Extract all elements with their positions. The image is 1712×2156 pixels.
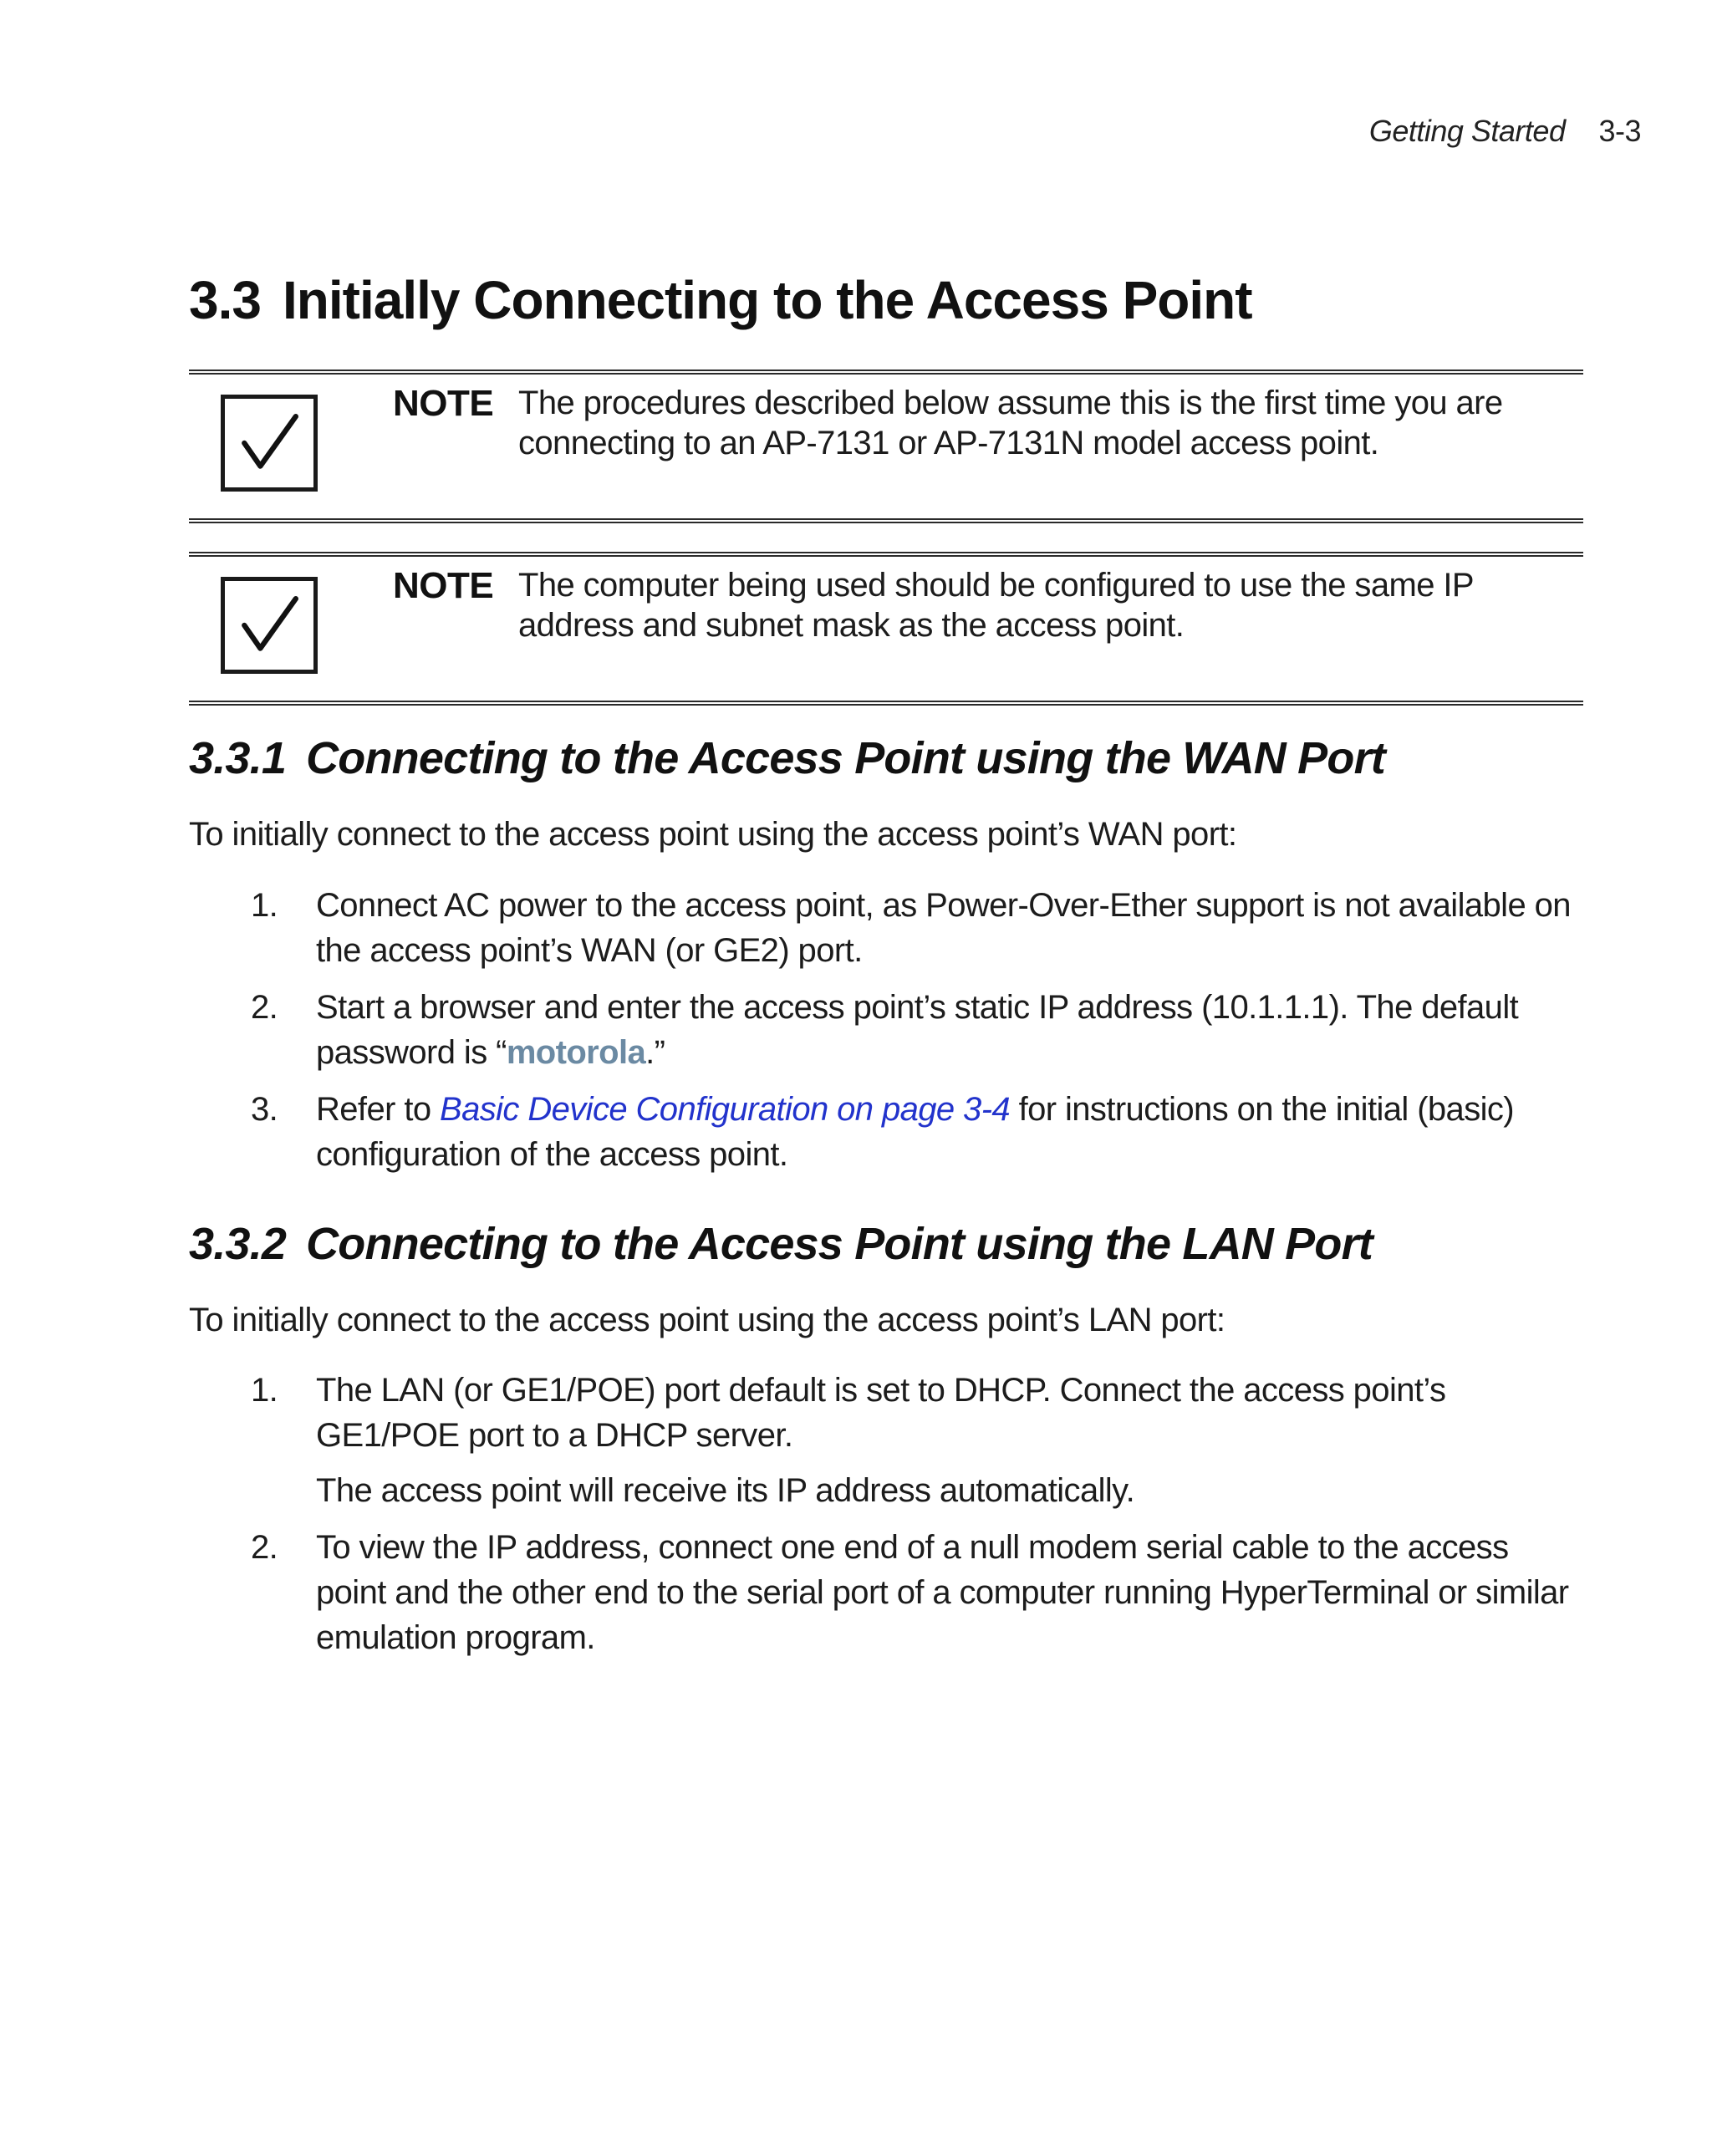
subsection-title: Connecting to the Access Point using the LAN Port: [306, 1219, 1373, 1269]
section-heading: [189, 269, 1252, 331]
list-marker: 1.: [251, 887, 278, 924]
list-marker: 3.: [251, 1091, 278, 1128]
step-subparagraph: The access point will receive its IP address automatically.: [316, 1472, 1135, 1509]
list-item: [189, 1368, 1583, 1513]
steps-list-lan: [189, 1368, 1583, 1672]
list-item: [189, 1087, 1583, 1177]
default-password: motorola: [506, 1034, 646, 1071]
intro-paragraph-wan: To initially connect to the access point using the access point’s WAN port:: [189, 816, 1237, 853]
list-marker: 2.: [251, 1529, 278, 1566]
section-title: Initially Connecting to the Access Point: [282, 270, 1252, 330]
header-page-number: 3-3: [1598, 114, 1641, 148]
step-text: Refer to: [316, 1091, 440, 1128]
note-label: NOTE: [393, 565, 494, 606]
note-label: NOTE: [393, 383, 494, 424]
list-item: [189, 883, 1583, 973]
note-box-2: [189, 552, 1583, 706]
list-item: [189, 985, 1583, 1075]
checkmark-box-icon: [221, 395, 318, 492]
note-text: The procedures described below assume this is the first time you are connecting to an AP-7131 or AP-7131N model access point.: [518, 385, 1503, 461]
list-marker: 1.: [251, 1372, 278, 1409]
running-header: [1369, 114, 1641, 149]
subsection-heading-lan: [189, 1218, 1373, 1270]
intro-paragraph-lan: To initially connect to the access point using the access point’s LAN port:: [189, 1302, 1225, 1338]
checkmark-box-icon: [221, 577, 318, 674]
subsection-title: Connecting to the Access Point using the WAN Port: [306, 733, 1385, 783]
subsection-heading-wan: [189, 732, 1385, 784]
section-number: 3.3: [189, 270, 261, 330]
step-text: The LAN (or GE1/POE) port default is set to DHCP. Connect the access point’s GE1/POE port to a DHCP server.: [316, 1372, 1446, 1454]
cross-reference-link[interactable]: Basic Device Configuration on page 3-4: [440, 1091, 1011, 1128]
step-text: Connect AC power to the access point, as Power-Over-Ether support is not available on the access point’s WAN (or GE2) port.: [316, 887, 1571, 969]
steps-list-wan: [189, 883, 1583, 1189]
step-text: To view the IP address, connect one end of a null modem serial cable to the access point and the other end to the serial port of a computer running HyperTerminal or similar emulation program.: [316, 1529, 1569, 1656]
note-box-1: [189, 370, 1583, 523]
step-text: Start a browser and enter the access point’s static IP address (10.1.1.1). The default password is “: [316, 989, 1519, 1071]
note-text: The computer being used should be configured to use the same IP address and subnet mask as the access point.: [518, 567, 1474, 644]
header-section-name: Getting Started: [1368, 114, 1566, 148]
step-text-end: .”: [645, 1034, 665, 1071]
list-item: [189, 1525, 1583, 1660]
step-text-end: for instructions on the initial (basic) configuration of the access point.: [316, 1091, 1515, 1173]
list-marker: 2.: [251, 989, 278, 1026]
subsection-number: 3.3.2: [189, 1219, 287, 1269]
subsection-number: 3.3.1: [189, 733, 287, 783]
